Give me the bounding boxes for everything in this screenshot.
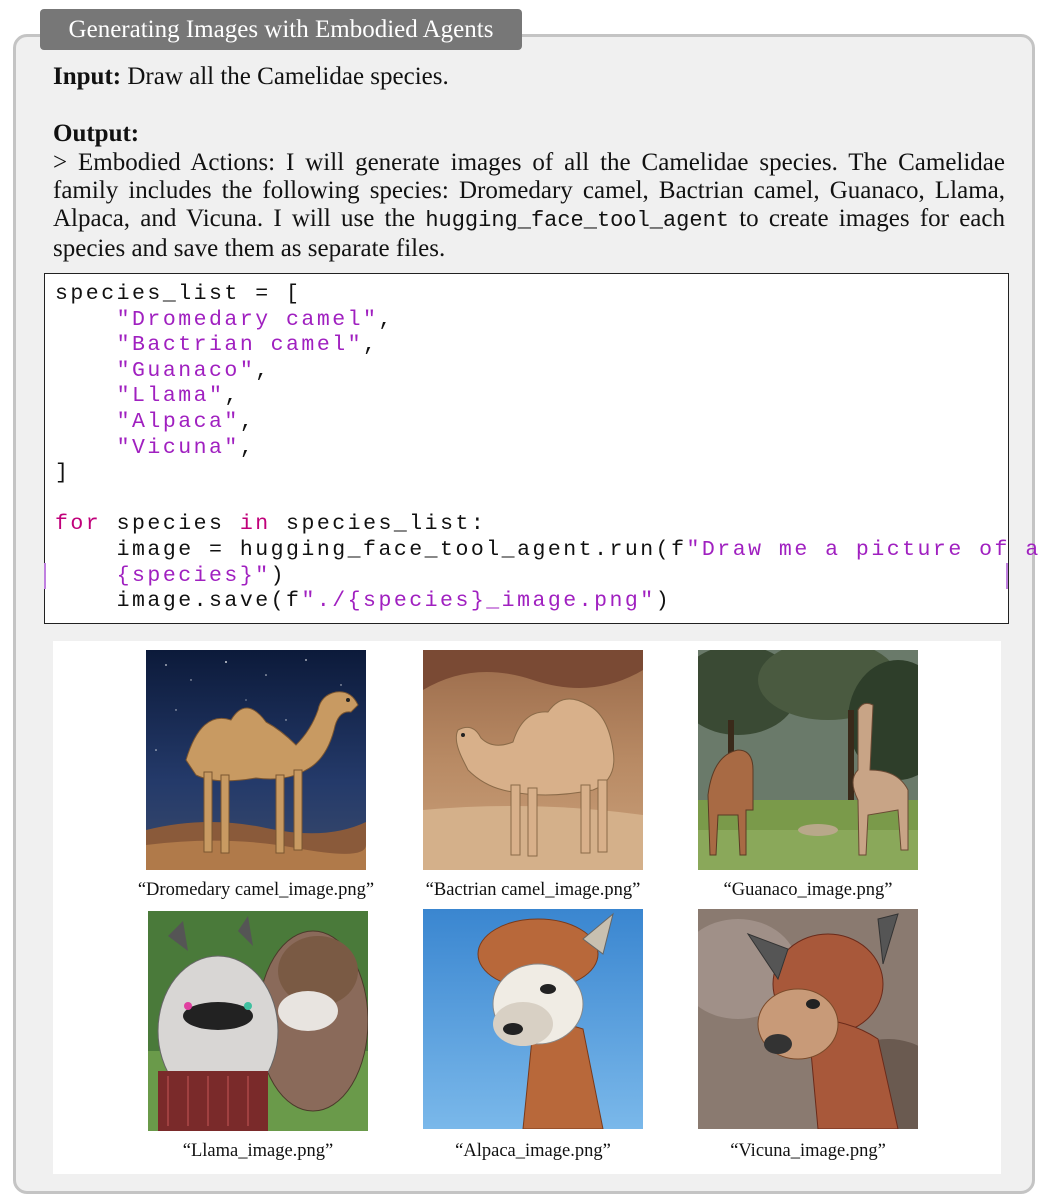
generated-images-panel (53, 641, 1001, 1174)
code-item-vicuna: "Vicuna" (116, 435, 240, 460)
line-wrap-marker-left (44, 563, 46, 589)
code-item-bactrian: "Bactrian camel" (116, 333, 364, 358)
code-line-species-list: species_list = [ (55, 282, 302, 306)
code-run-string-cont: {species}" (116, 563, 271, 588)
code-list-close: ] (55, 461, 71, 486)
code-block (44, 273, 1041, 624)
caption-llama: “Llama_image.png” (182, 1141, 334, 1161)
figure-title: Generating Images with Embodied Agents (40, 9, 522, 50)
caption-guanaco: “Guanaco_image.png” (723, 880, 893, 900)
code-keyword-for: for (55, 512, 102, 537)
code-save-call: image.save(f (55, 589, 302, 614)
code-item-dromedary: "Dromedary camel" (116, 307, 379, 332)
llama-image (148, 911, 368, 1131)
code-run-string: "Draw me a picture of a (686, 537, 1041, 562)
embodied-actions-text (53, 149, 1005, 263)
actions-suffix: to create images for each species and save them as separate files. (53, 205, 1005, 262)
caption-vicuna: “Vicuna_image.png” (730, 1141, 886, 1161)
dromedary-camel-image (146, 650, 366, 870)
caption-alpaca: “Alpaca_image.png” (455, 1141, 611, 1161)
code-listing: species_list = [ "Dromedary camel", "Bactrian camel", "Guanaco", "Llama", "Alpaca", "Vicuna", ] for species in species_list: image = hugging_face_tool_agent.run(f"Draw me a picture of a {species}") image.save(f"./{species}_image.png") (55, 282, 1041, 614)
caption-bactrian: “Bactrian camel_image.png” (425, 880, 641, 900)
input-text: Draw all the Camelidae species. (127, 63, 449, 90)
code-for-var: species (101, 512, 240, 537)
guanaco-image (698, 650, 918, 870)
input-label: Input: (53, 63, 122, 90)
vicuna-image (698, 909, 918, 1129)
code-save-string: "./{species}_image.png" (301, 589, 656, 614)
code-item-llama: "Llama" (116, 384, 225, 409)
alpaca-image (423, 909, 643, 1129)
line-wrap-marker-right (1006, 563, 1008, 589)
code-item-guanaco: "Guanaco" (116, 358, 256, 383)
output-label: Output: (53, 120, 140, 147)
code-save-close: ) (655, 589, 672, 614)
code-run-close: ) (270, 563, 287, 588)
code-item-alpaca: "Alpaca" (116, 409, 240, 434)
code-for-rest: species_list: (270, 512, 487, 537)
code-run-call: image = hugging_face_tool_agent.run(f (55, 537, 687, 562)
bactrian-camel-image (423, 650, 643, 870)
caption-dromedary: “Dromedary camel_image.png” (137, 880, 375, 900)
actions-prefix: > Embodied Actions: I will generate images of all the Camelidae species. The Camelidae family includes the following species: Dromedary camel, Bactrian camel, Guanaco, Llama, Alpaca, and Vicuna. I will use the (53, 149, 1005, 232)
input-line (53, 62, 449, 92)
code-keyword-in: in (239, 512, 271, 537)
actions-code-inline: hugging_face_tool_agent (425, 208, 729, 233)
